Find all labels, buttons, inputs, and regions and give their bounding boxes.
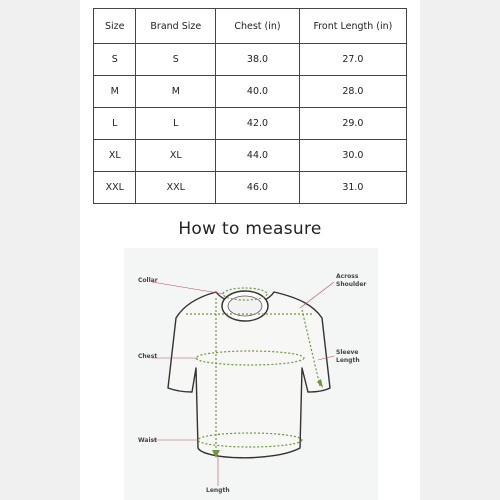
shoulder-pointer	[300, 282, 334, 308]
cell-brand-size: S	[136, 44, 216, 76]
across-shoulder-label-line1: Across	[336, 273, 359, 280]
table-row	[94, 172, 407, 204]
how-to-measure-title: How to measure	[178, 219, 322, 239]
table-row	[94, 44, 407, 76]
chest-label: Chest	[138, 353, 158, 360]
cell-brand-size: M	[136, 76, 216, 108]
cell-brand-size: XL	[136, 140, 216, 172]
size-chart-table	[93, 8, 407, 204]
cell-brand-size: L	[136, 108, 216, 140]
sleeve-length-label-line1: Sleeve	[336, 349, 359, 356]
cell-front-length: 27.0	[299, 44, 406, 76]
table-row	[94, 108, 407, 140]
cell-chest: 46.0	[216, 172, 300, 204]
cell-size: XXL	[94, 172, 136, 204]
collar-pointer	[152, 282, 224, 294]
cell-front-length: 29.0	[299, 108, 406, 140]
cell-chest: 40.0	[216, 76, 300, 108]
cell-front-length: 30.0	[299, 140, 406, 172]
waist-label: Waist	[138, 437, 157, 444]
collar-label: Collar	[138, 277, 158, 284]
header-brand-size: Brand Size	[136, 9, 216, 44]
cell-size: L	[94, 108, 136, 140]
table-row	[94, 140, 407, 172]
cell-size: M	[94, 76, 136, 108]
header-chest: Chest (in)	[216, 9, 300, 44]
cell-chest: 44.0	[216, 140, 300, 172]
cell-chest: 42.0	[216, 108, 300, 140]
header-size: Size	[94, 9, 136, 44]
measurement-diagram	[124, 248, 378, 500]
header-front-length: Front Length (in)	[299, 9, 406, 44]
cell-front-length: 31.0	[299, 172, 406, 204]
cell-front-length: 28.0	[299, 76, 406, 108]
cell-size: XL	[94, 140, 136, 172]
length-label: Length	[206, 487, 230, 494]
cell-chest: 38.0	[216, 44, 300, 76]
across-shoulder-label-line2: Shoulder	[336, 281, 367, 288]
cell-size: S	[94, 44, 136, 76]
table-row	[94, 76, 407, 108]
sleeve-length-label-line2: Length	[336, 357, 360, 364]
table-header-row	[94, 9, 407, 44]
cell-brand-size: XXL	[136, 172, 216, 204]
